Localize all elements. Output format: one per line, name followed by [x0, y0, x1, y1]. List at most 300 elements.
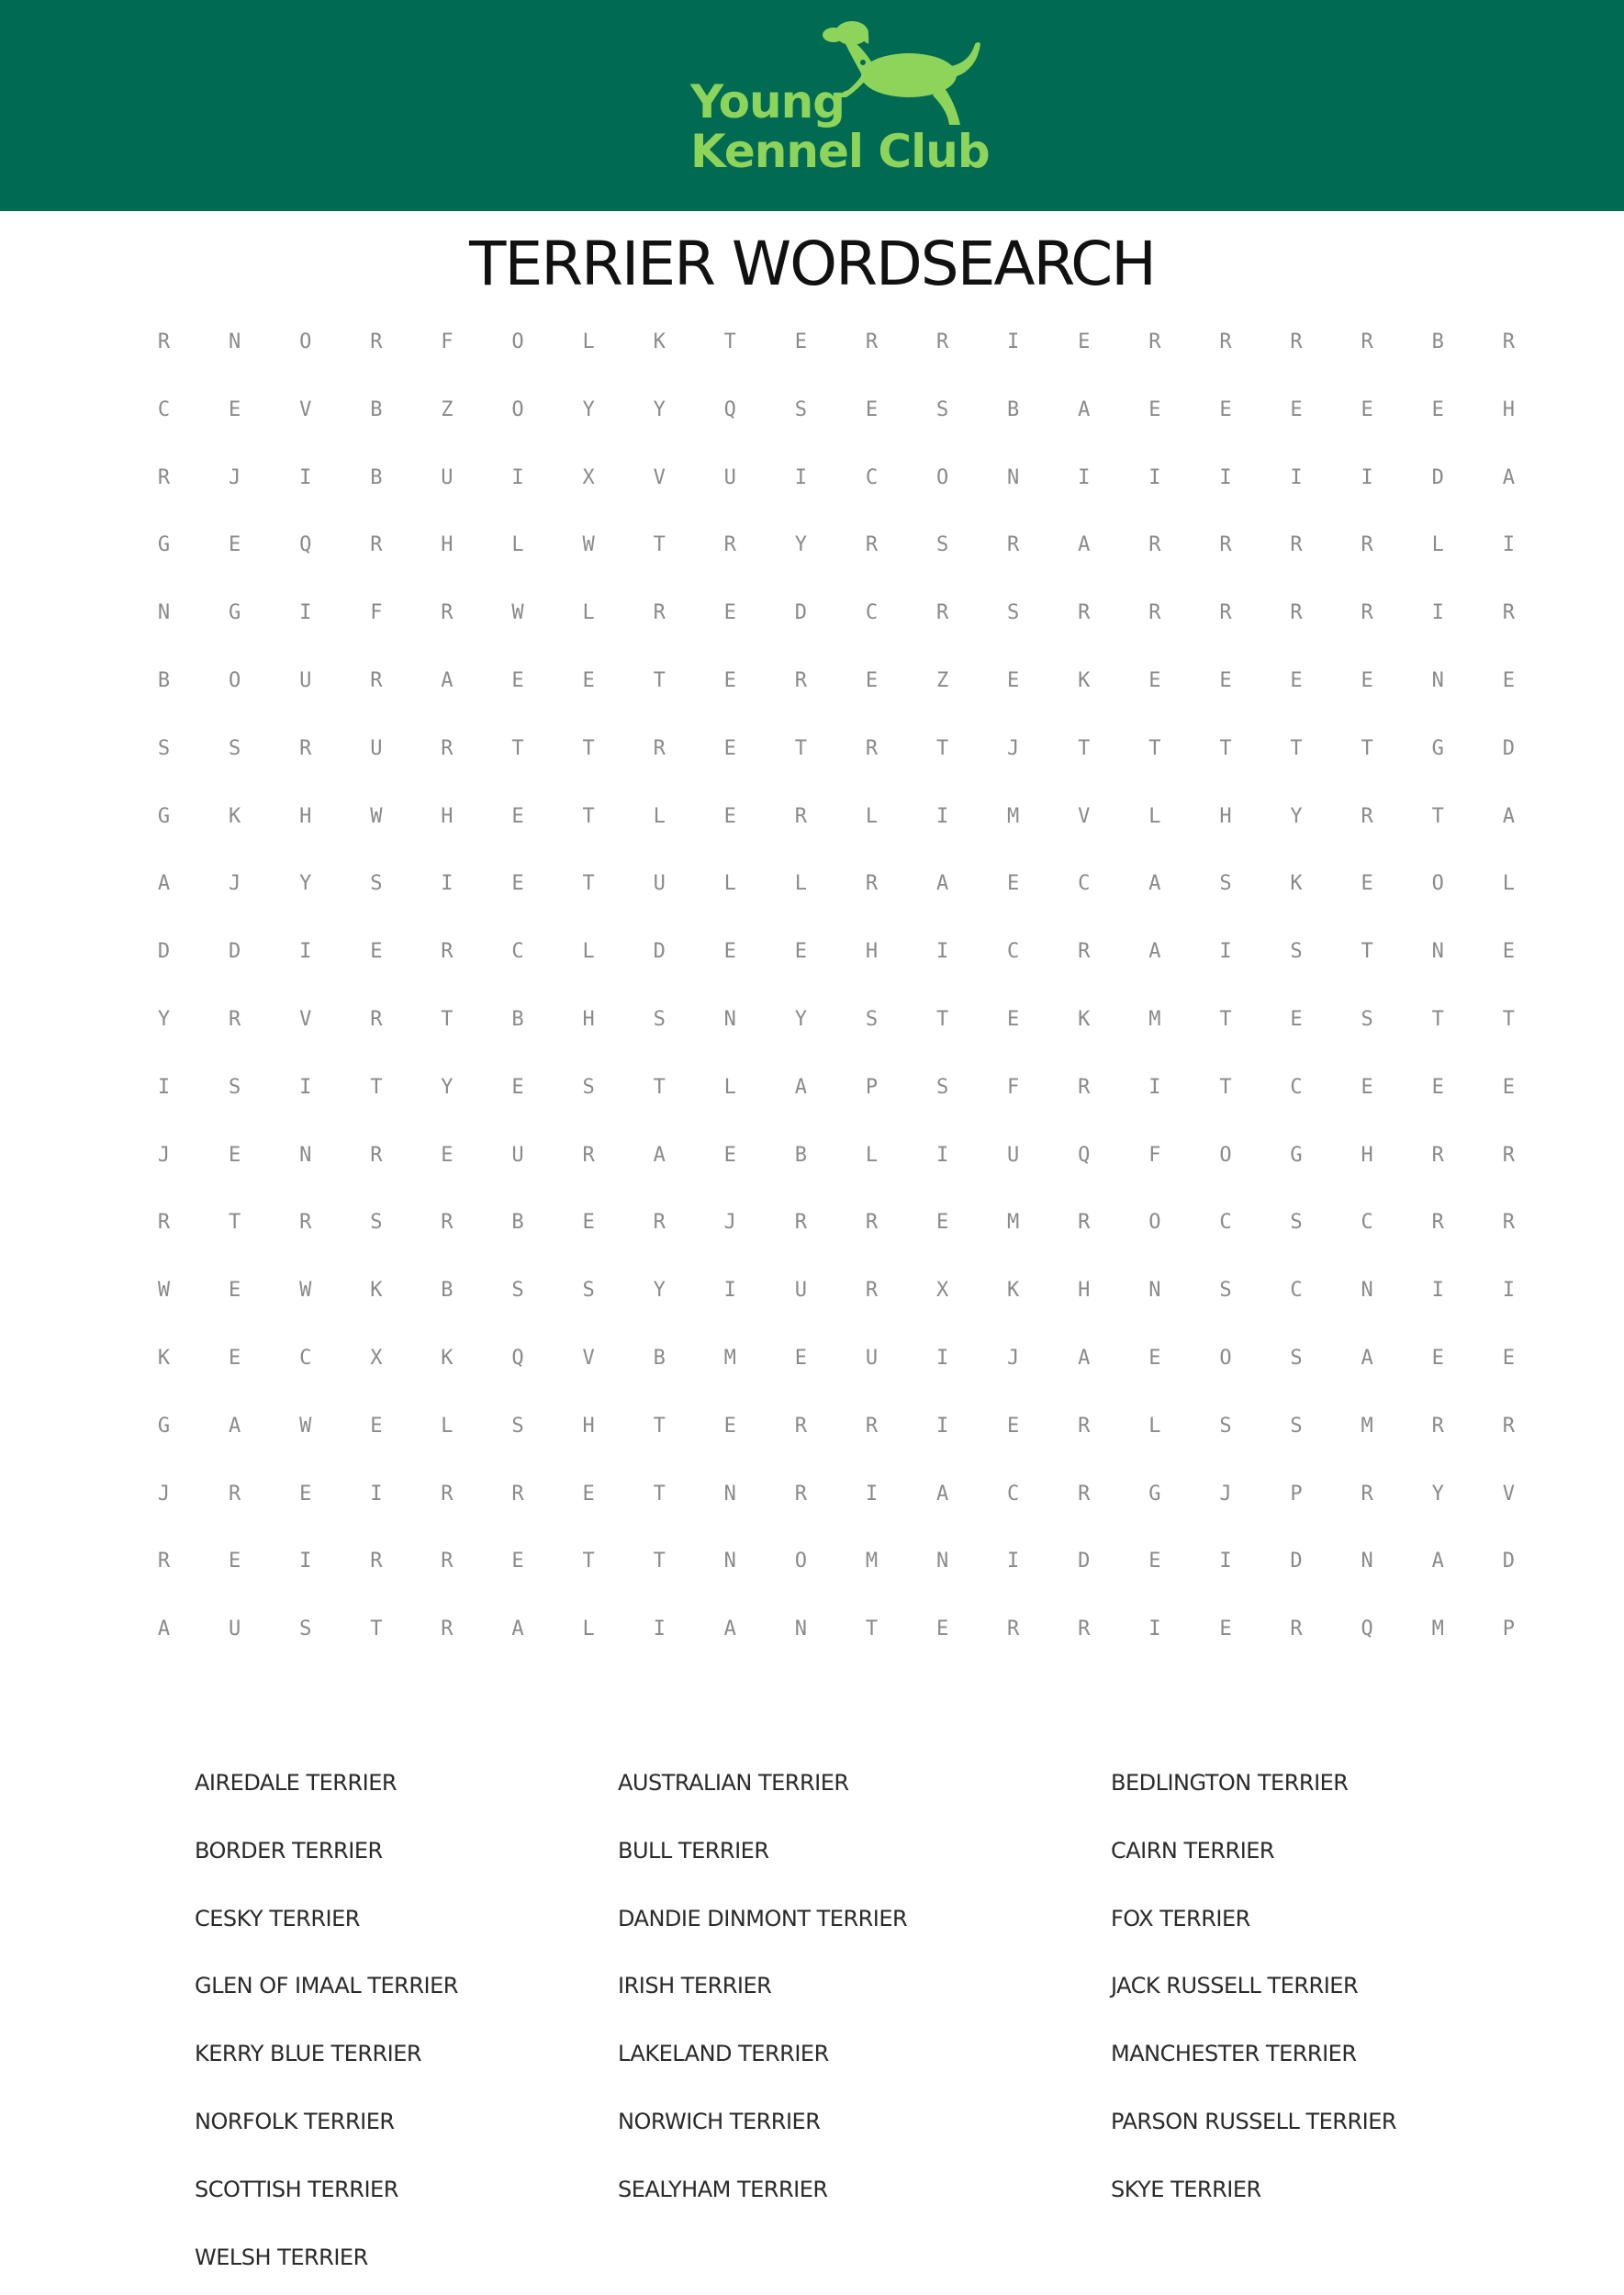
grid-letter: X: [370, 1346, 383, 1370]
grid-letter: E: [1431, 1346, 1444, 1370]
grid-letter: S: [1219, 872, 1232, 896]
grid-letter: L: [582, 601, 595, 625]
grid-letter: R: [1007, 1618, 1020, 1641]
grid-letter: B: [511, 1211, 524, 1235]
grid-letter: R: [1148, 533, 1161, 557]
grid-letter: X: [935, 1279, 949, 1303]
grid-letter: S: [370, 872, 383, 896]
grid-letter: B: [794, 1143, 808, 1167]
word-list-item: SKYE TERRIER: [1111, 2176, 1261, 2202]
grid-letter: E: [1290, 397, 1303, 421]
grid-row: [129, 995, 1561, 1063]
grid-letter: R: [1502, 330, 1515, 353]
header-banner: [0, 0, 1624, 211]
grid-letter: J: [1219, 1482, 1232, 1506]
grid-letter: I: [1007, 330, 1020, 353]
grid-letter: R: [1431, 1143, 1444, 1167]
grid-letter: V: [1502, 1482, 1515, 1506]
grid-letter: E: [299, 1482, 312, 1506]
grid-letter: D: [1502, 736, 1515, 760]
grid-letter: A: [441, 668, 454, 692]
grid-letter: R: [370, 668, 383, 692]
grid-letter: T: [1290, 736, 1303, 760]
grid-letter: T: [1219, 1075, 1232, 1099]
grid-letter: I: [935, 1143, 949, 1167]
grid-letter: T: [229, 1211, 241, 1235]
word-list-item: NORFOLK TERRIER: [195, 2109, 395, 2134]
grid-letter: C: [865, 601, 879, 625]
grid-letter: N: [1431, 668, 1444, 692]
grid-letter: R: [441, 601, 454, 625]
grid-letter: S: [1290, 1414, 1303, 1438]
grid-letter: Y: [794, 1007, 808, 1031]
grid-letter: E: [229, 397, 241, 421]
grid-letter: T: [935, 736, 949, 760]
grid-row: [129, 1605, 1561, 1673]
grid-letter: E: [1361, 668, 1373, 692]
grid-letter: C: [865, 465, 879, 489]
grid-letter: R: [1290, 533, 1303, 557]
grid-letter: E: [1361, 397, 1373, 421]
grid-letter: R: [1007, 533, 1020, 557]
grid-letter: T: [653, 533, 666, 557]
grid-letter: E: [1148, 397, 1161, 421]
grid-letter: I: [1148, 1618, 1161, 1641]
grid-letter: N: [723, 1550, 736, 1573]
grid-letter: W: [582, 533, 595, 557]
grid-letter: L: [653, 804, 666, 828]
grid-letter: I: [1361, 465, 1373, 489]
grid-letter: E: [229, 1279, 241, 1303]
grid-row: [129, 318, 1561, 386]
grid-letter: R: [1078, 1075, 1091, 1099]
grid-letter: I: [1290, 465, 1303, 489]
grid-letter: A: [1078, 397, 1091, 421]
grid-letter: Y: [794, 533, 808, 557]
grid-letter: T: [1431, 1007, 1444, 1031]
grid-letter: B: [157, 668, 171, 692]
grid-letter: G: [157, 1414, 171, 1438]
grid-letter: P: [865, 1075, 879, 1099]
grid-letter: S: [935, 397, 949, 421]
letter-grid: [129, 318, 1561, 1673]
grid-row: [129, 792, 1561, 860]
word-list-item: SEALYHAM TERRIER: [618, 2176, 828, 2202]
word-list-item: IRISH TERRIER: [618, 1973, 772, 1999]
grid-row: [129, 1402, 1561, 1470]
word-list-item: AUSTRALIAN TERRIER: [618, 1770, 849, 1796]
grid-letter: M: [1007, 804, 1020, 828]
grid-letter: K: [441, 1346, 454, 1370]
grid-letter: C: [1007, 940, 1020, 964]
word-list-item: SCOTTISH TERRIER: [195, 2176, 398, 2202]
grid-letter: S: [582, 1075, 595, 1099]
grid-letter: I: [1007, 1550, 1020, 1573]
grid-letter: O: [299, 330, 312, 353]
grid-letter: T: [1078, 736, 1091, 760]
grid-letter: T: [370, 1075, 383, 1099]
grid-letter: E: [441, 1143, 454, 1167]
grid-letter: R: [865, 736, 879, 760]
grid-letter: R: [441, 1618, 454, 1641]
grid-letter: R: [723, 533, 736, 557]
grid-letter: I: [1502, 1279, 1515, 1303]
grid-letter: R: [1502, 1143, 1515, 1167]
grid-letter: C: [1219, 1211, 1232, 1235]
grid-letter: E: [723, 668, 736, 692]
grid-letter: E: [865, 397, 879, 421]
grid-letter: I: [1431, 1279, 1444, 1303]
grid-letter: A: [653, 1143, 666, 1167]
grid-letter: T: [723, 330, 736, 353]
young-kennel-club-logo: [679, 13, 1010, 196]
grid-letter: R: [653, 601, 666, 625]
grid-letter: R: [1361, 533, 1373, 557]
grid-letter: G: [1148, 1482, 1161, 1506]
grid-letter: A: [1078, 1346, 1091, 1370]
grid-letter: V: [1078, 804, 1091, 828]
grid-letter: E: [229, 1143, 241, 1167]
grid-letter: V: [653, 465, 666, 489]
grid-letter: Y: [1431, 1482, 1444, 1506]
grid-letter: Q: [511, 1346, 524, 1370]
grid-letter: R: [157, 1211, 171, 1235]
grid-letter: R: [794, 668, 808, 692]
grid-letter: M: [1007, 1211, 1020, 1235]
grid-letter: S: [511, 1279, 524, 1303]
grid-letter: E: [935, 1618, 949, 1641]
grid-letter: S: [511, 1414, 524, 1438]
grid-row: [129, 859, 1561, 927]
grid-letter: S: [582, 1279, 595, 1303]
grid-letter: K: [229, 804, 241, 828]
grid-letter: J: [1007, 736, 1020, 760]
word-list-item: CAIRN TERRIER: [1111, 1837, 1275, 1864]
grid-letter: T: [653, 668, 666, 692]
word-list-item: CESKY TERRIER: [195, 1905, 360, 1931]
grid-row: [129, 1470, 1561, 1538]
grid-letter: R: [441, 736, 454, 760]
grid-letter: X: [582, 465, 595, 489]
grid-letter: B: [1431, 330, 1444, 353]
grid-letter: E: [1502, 1075, 1515, 1099]
grid-letter: T: [511, 736, 524, 760]
logo-text-young: Young: [690, 75, 845, 129]
grid-letter: O: [794, 1550, 808, 1573]
grid-letter: L: [582, 940, 595, 964]
grid-row: [129, 1131, 1561, 1199]
grid-letter: E: [1431, 397, 1444, 421]
word-list-item: BORDER TERRIER: [195, 1837, 383, 1864]
grid-letter: R: [865, 1211, 879, 1235]
grid-letter: E: [511, 668, 524, 692]
grid-row: [129, 1063, 1561, 1131]
grid-letter: I: [935, 940, 949, 964]
grid-letter: P: [1290, 1482, 1303, 1506]
grid-letter: A: [157, 1618, 171, 1641]
grid-letter: F: [1007, 1075, 1020, 1099]
grid-letter: L: [723, 1075, 736, 1099]
grid-letter: N: [1361, 1279, 1373, 1303]
grid-letter: E: [794, 330, 808, 353]
grid-letter: K: [1007, 1279, 1020, 1303]
grid-letter: E: [1007, 1007, 1020, 1031]
grid-letter: A: [1148, 940, 1161, 964]
grid-letter: E: [794, 940, 808, 964]
grid-letter: E: [935, 1211, 949, 1235]
grid-letter: H: [1219, 804, 1232, 828]
grid-letter: R: [1078, 601, 1091, 625]
grid-letter: L: [582, 330, 595, 353]
grid-letter: I: [299, 940, 312, 964]
grid-letter: R: [441, 1211, 454, 1235]
grid-letter: I: [1219, 465, 1232, 489]
grid-letter: C: [1290, 1279, 1303, 1303]
grid-letter: E: [723, 601, 736, 625]
grid-letter: E: [1502, 668, 1515, 692]
grid-letter: L: [794, 872, 808, 896]
word-list-item: PARSON RUSSELL TERRIER: [1111, 2109, 1397, 2134]
grid-letter: E: [582, 668, 595, 692]
grid-letter: I: [1219, 940, 1232, 964]
word-list-item: KERRY BLUE TERRIER: [195, 2041, 422, 2067]
grid-letter: E: [229, 533, 241, 557]
grid-letter: R: [1431, 1414, 1444, 1438]
grid-letter: B: [653, 1346, 666, 1370]
grid-letter: U: [865, 1346, 879, 1370]
grid-letter: H: [441, 533, 454, 557]
grid-letter: E: [1502, 940, 1515, 964]
grid-letter: I: [441, 872, 454, 896]
grid-row: [129, 724, 1561, 792]
grid-letter: D: [157, 940, 171, 964]
grid-letter: A: [1148, 872, 1161, 896]
grid-letter: Q: [1078, 1143, 1091, 1167]
grid-letter: R: [653, 736, 666, 760]
grid-letter: R: [1148, 330, 1161, 353]
grid-letter: F: [441, 330, 454, 353]
grid-letter: B: [370, 465, 383, 489]
grid-letter: I: [794, 465, 808, 489]
grid-letter: J: [157, 1143, 171, 1167]
grid-letter: F: [370, 601, 383, 625]
grid-letter: R: [794, 1211, 808, 1235]
word-list-item: NORWICH TERRIER: [618, 2109, 821, 2134]
grid-letter: E: [370, 1414, 383, 1438]
grid-letter: Q: [1361, 1618, 1373, 1641]
grid-letter: E: [1007, 872, 1020, 896]
grid-letter: R: [1361, 804, 1373, 828]
grid-letter: L: [511, 533, 524, 557]
grid-letter: R: [229, 1482, 241, 1506]
word-list-item: AIREDALE TERRIER: [195, 1770, 398, 1796]
grid-letter: E: [370, 940, 383, 964]
grid-letter: E: [865, 668, 879, 692]
grid-letter: H: [1361, 1143, 1373, 1167]
grid-letter: S: [935, 1075, 949, 1099]
grid-letter: O: [511, 330, 524, 353]
grid-letter: Z: [935, 668, 949, 692]
grid-letter: R: [1148, 601, 1161, 625]
grid-letter: E: [1219, 397, 1232, 421]
grid-letter: U: [794, 1279, 808, 1303]
grid-letter: R: [370, 533, 383, 557]
grid-letter: R: [370, 1550, 383, 1573]
grid-letter: Y: [1290, 804, 1303, 828]
grid-letter: Y: [441, 1075, 454, 1099]
grid-letter: I: [299, 465, 312, 489]
grid-letter: T: [1502, 1007, 1515, 1031]
grid-letter: R: [1078, 1414, 1091, 1438]
grid-letter: D: [1502, 1550, 1515, 1573]
grid-letter: L: [865, 1143, 879, 1167]
grid-letter: A: [511, 1618, 524, 1641]
grid-letter: N: [935, 1550, 949, 1573]
grid-letter: E: [511, 872, 524, 896]
grid-letter: A: [229, 1414, 241, 1438]
grid-letter: I: [1431, 601, 1444, 625]
grid-letter: R: [441, 1482, 454, 1506]
grid-letter: T: [653, 1482, 666, 1506]
grid-letter: E: [229, 1550, 241, 1573]
grid-letter: E: [723, 1143, 736, 1167]
grid-letter: E: [1148, 1346, 1161, 1370]
grid-letter: Y: [653, 397, 666, 421]
grid-letter: R: [794, 804, 808, 828]
grid-letter: K: [1290, 872, 1303, 896]
grid-letter: N: [1148, 1279, 1161, 1303]
grid-letter: R: [1078, 1618, 1091, 1641]
grid-letter: S: [299, 1618, 312, 1641]
grid-letter: R: [1431, 1211, 1444, 1235]
grid-letter: A: [157, 872, 171, 896]
grid-letter: T: [582, 736, 595, 760]
grid-letter: R: [865, 1279, 879, 1303]
grid-letter: R: [582, 1143, 595, 1167]
grid-letter: U: [653, 872, 666, 896]
grid-letter: T: [1148, 736, 1161, 760]
word-list: [195, 1764, 1526, 2278]
grid-letter: R: [229, 1007, 241, 1031]
grid-letter: E: [1502, 1346, 1515, 1370]
word-list-item: LAKELAND TERRIER: [618, 2041, 829, 2067]
grid-letter: I: [299, 1075, 312, 1099]
grid-letter: K: [370, 1279, 383, 1303]
grid-letter: C: [1290, 1075, 1303, 1099]
word-list-item: WELSH TERRIER: [195, 2244, 368, 2270]
grid-letter: U: [441, 465, 454, 489]
grid-row: [129, 1334, 1561, 1402]
grid-letter: A: [1502, 465, 1515, 489]
grid-letter: F: [1148, 1143, 1161, 1167]
grid-letter: R: [1219, 601, 1232, 625]
grid-letter: N: [794, 1618, 808, 1641]
grid-row: [129, 386, 1561, 453]
word-list-item: DANDIE DINMONT TERRIER: [618, 1905, 908, 1931]
grid-letter: S: [1219, 1414, 1232, 1438]
grid-letter: N: [299, 1143, 312, 1167]
grid-letter: T: [1361, 940, 1373, 964]
grid-letter: R: [370, 1143, 383, 1167]
grid-letter: L: [1148, 804, 1161, 828]
grid-letter: A: [1502, 804, 1515, 828]
grid-letter: I: [865, 1482, 879, 1506]
grid-letter: H: [299, 804, 312, 828]
grid-letter: U: [1007, 1143, 1020, 1167]
word-list-item: BEDLINGTON TERRIER: [1111, 1770, 1349, 1796]
grid-letter: N: [723, 1007, 736, 1031]
grid-letter: I: [653, 1618, 666, 1641]
grid-letter: P: [1502, 1618, 1515, 1641]
grid-letter: A: [794, 1075, 808, 1099]
grid-letter: S: [653, 1007, 666, 1031]
grid-letter: D: [1078, 1550, 1091, 1573]
grid-letter: Y: [653, 1279, 666, 1303]
grid-letter: V: [299, 1007, 312, 1031]
grid-letter: S: [1290, 1211, 1303, 1235]
grid-letter: A: [723, 1618, 736, 1641]
grid-letter: R: [299, 736, 312, 760]
grid-row: [129, 656, 1561, 724]
grid-letter: R: [935, 601, 949, 625]
grid-letter: R: [1290, 330, 1303, 353]
grid-letter: S: [229, 736, 241, 760]
grid-letter: R: [441, 940, 454, 964]
grid-letter: R: [1502, 1211, 1515, 1235]
grid-letter: W: [299, 1414, 312, 1438]
grid-letter: I: [935, 1346, 949, 1370]
grid-letter: L: [723, 872, 736, 896]
grid-letter: E: [582, 1211, 595, 1235]
grid-letter: G: [1290, 1143, 1303, 1167]
grid-letter: T: [1219, 736, 1232, 760]
grid-letter: Z: [441, 397, 454, 421]
grid-letter: O: [1219, 1143, 1232, 1167]
grid-letter: R: [370, 330, 383, 353]
grid-letter: R: [1078, 940, 1091, 964]
grid-row: [129, 927, 1561, 995]
grid-letter: A: [1078, 533, 1091, 557]
grid-letter: R: [865, 330, 879, 353]
word-list-item: FOX TERRIER: [1111, 1905, 1250, 1931]
grid-letter: I: [299, 1550, 312, 1573]
page-title: TERRIER WORDSEARCH: [469, 229, 1155, 299]
grid-letter: N: [229, 330, 241, 353]
grid-letter: B: [511, 1007, 524, 1031]
grid-letter: I: [935, 1414, 949, 1438]
grid-letter: C: [299, 1346, 312, 1370]
grid-letter: T: [1361, 736, 1373, 760]
grid-letter: N: [1431, 940, 1444, 964]
grid-letter: N: [1361, 1550, 1373, 1573]
grid-row: [129, 1266, 1561, 1334]
grid-letter: Y: [157, 1007, 171, 1031]
grid-letter: D: [1431, 465, 1444, 489]
grid-letter: I: [157, 1075, 171, 1099]
grid-letter: E: [511, 804, 524, 828]
grid-row: [129, 1537, 1561, 1605]
grid-letter: I: [723, 1279, 736, 1303]
grid-letter: T: [653, 1550, 666, 1573]
grid-letter: H: [582, 1007, 595, 1031]
grid-letter: R: [794, 1482, 808, 1506]
grid-letter: R: [1078, 1482, 1091, 1506]
grid-letter: H: [441, 804, 454, 828]
grid-letter: O: [511, 397, 524, 421]
grid-letter: I: [1148, 1075, 1161, 1099]
grid-letter: T: [582, 1550, 595, 1573]
grid-letter: D: [229, 940, 241, 964]
